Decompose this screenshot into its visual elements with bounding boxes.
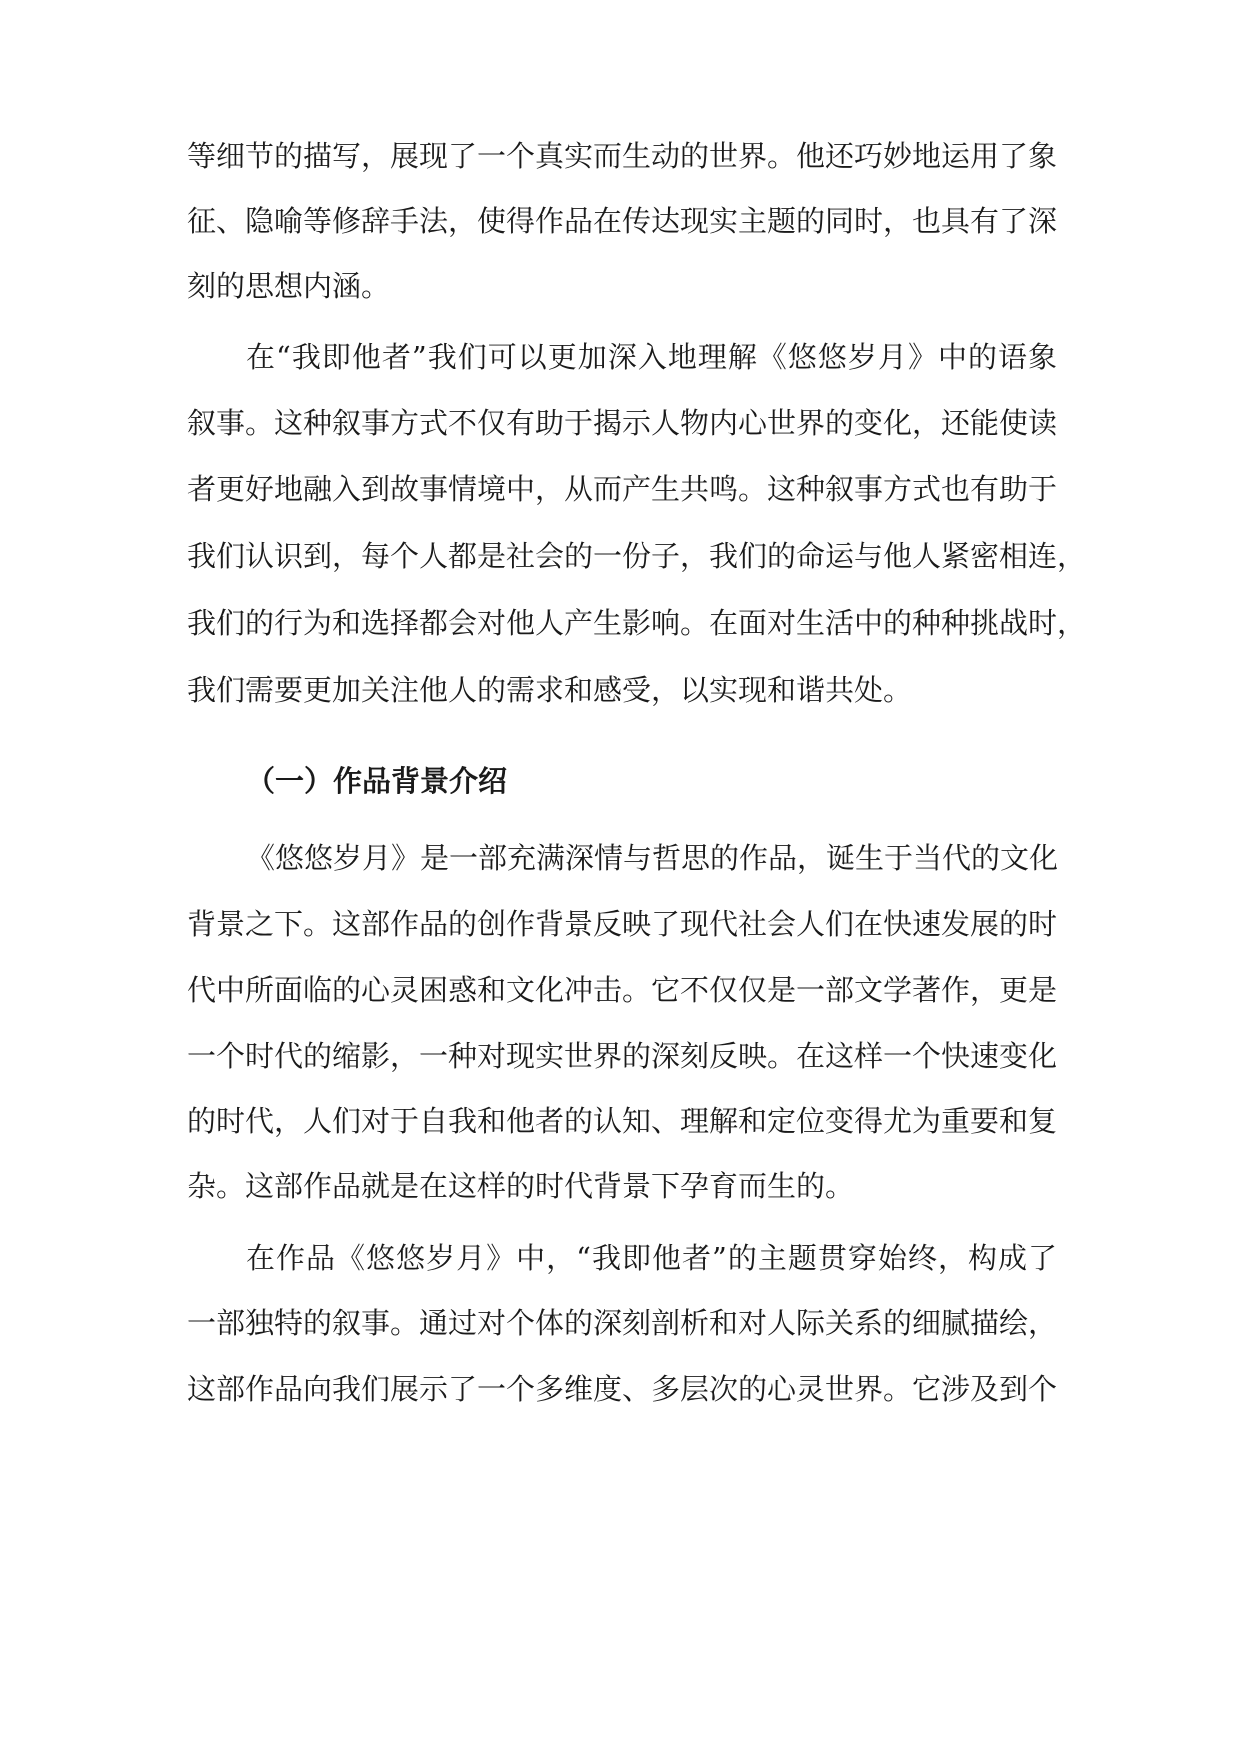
section-heading: （一）作品背景介绍 [246,764,508,798]
paragraph-2-line-1: 在“我即他者”我们可以更加深入地理解《悠悠岁月》中的语象 [246,340,1057,374]
paragraph-1-line-2: 征、隐喻等修辞手法，使得作品在传达现实主题的同时，也具有了深 [187,204,1058,238]
paragraph-3-line-5: 的时代，人们对于自我和他者的认知、理解和定位变得尤为重要和复 [187,1104,1058,1138]
paragraph-3-line-2: 背景之下。这部作品的创作背景反映了现代社会人们在快速发展的时 [187,907,1058,941]
paragraph-3-line-4: 一个时代的缩影，一种对现实世界的深刻反映。在这样一个快速变化 [187,1039,1058,1073]
paragraph-2-line-6: 我们需要更加关注他人的需求和感受，以实现和谐共处。 [187,673,913,707]
paragraph-4-line-3: 这部作品向我们展示了一个多维度、多层次的心灵世界。它涉及到个 [187,1372,1058,1406]
paragraph-3-line-3: 代中所面临的心灵困惑和文化冲击。它不仅仅是一部文学著作，更是 [187,973,1058,1007]
paragraph-3-line-6: 杂。这部作品就是在这样的时代背景下孕育而生的。 [187,1169,855,1203]
paragraph-2-line-4: 我们认识到，每个人都是社会的一份子，我们的命运与他人紧密相连， [187,539,1087,573]
paragraph-2-line-2: 叙事。这种叙事方式不仅有助于揭示人物内心世界的变化，还能使读 [187,406,1058,440]
paragraph-2-line-5: 我们的行为和选择都会对他人产生影响。在面对生活中的种种挑战时， [187,606,1087,640]
paragraph-3-line-1: 《悠悠岁月》是一部充满深情与哲思的作品，诞生于当代的文化 [246,841,1059,875]
paragraph-4-line-1: 在作品《悠悠岁月》中，“我即他者”的主题贯穿始终，构成了 [246,1241,1057,1275]
paragraph-1-line-3: 刻的思想内涵。 [187,269,391,303]
paragraph-2-line-3: 者更好地融入到故事情境中，从而产生共鸣。这种叙事方式也有助于 [187,472,1058,506]
paragraph-4-line-2: 一部独特的叙事。通过对个体的深刻剖析和对人际关系的细腻描绘， [187,1306,1058,1340]
paragraph-1-line-1: 等细节的描写，展现了一个真实而生动的世界。他还巧妙地运用了象 [187,139,1058,173]
